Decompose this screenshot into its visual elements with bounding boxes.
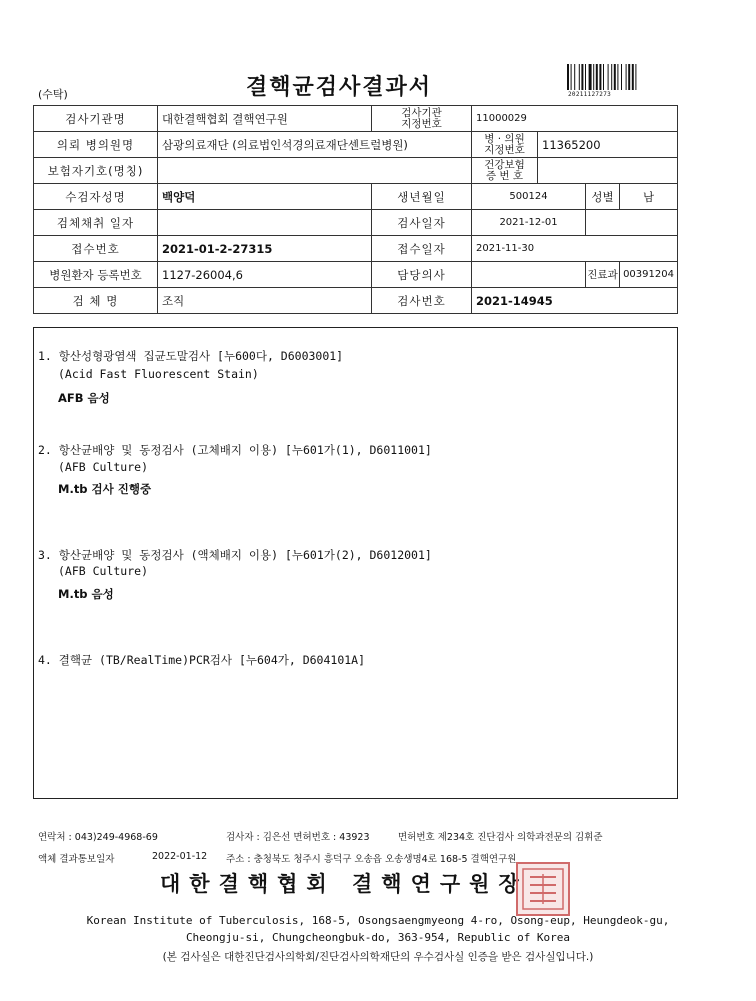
barcode-number: 20211127273 xyxy=(568,91,612,98)
table-row xyxy=(34,288,678,314)
hospital-reg-label: 병원환자 등록번호 xyxy=(34,262,158,288)
barcode-bar xyxy=(603,64,604,90)
barcode-bar xyxy=(596,64,598,90)
barcode-bar xyxy=(585,64,586,90)
result-3-subtitle: (AFB Culture) xyxy=(58,564,149,578)
specimen-value: 조직 xyxy=(158,288,372,314)
receipt-no-label: 접수번호 xyxy=(34,236,158,262)
sex-value: 남 xyxy=(620,184,678,210)
inst-code-label-line2: 지정번호 xyxy=(401,117,442,130)
clinic-code-label xyxy=(472,132,538,158)
doctor-label: 담당의사 xyxy=(372,262,472,288)
test-no-value: 2021-14945 xyxy=(472,288,678,314)
barcode-bar xyxy=(574,64,575,90)
table-row xyxy=(34,132,678,158)
barcode-bar xyxy=(617,64,618,90)
table-row xyxy=(34,184,678,210)
receipt-date-label: 접수일자 xyxy=(372,236,472,262)
table-row xyxy=(34,106,678,132)
hospital-reg-value: 1127-26004,6 xyxy=(158,262,372,288)
table-row xyxy=(34,158,678,184)
result-3-title: 3. 항산균배양 및 동정검사 (액체배지 이용) [누601가(2), D6012001] xyxy=(38,548,432,562)
clinic-code-label-line1: 병 · 의원 xyxy=(484,132,525,145)
institution-value: 대한결핵협회 결핵연구원 xyxy=(158,106,372,132)
test-no-label: 검사번호 xyxy=(372,288,472,314)
insured-label: 보험자기호(명칭) xyxy=(34,158,158,184)
birth-label: 생년월일 xyxy=(372,184,472,210)
barcode-image xyxy=(567,64,673,90)
report-date-label: 액체 결과통보일자 xyxy=(38,854,115,865)
empty-cell xyxy=(586,210,678,236)
barcode-bar xyxy=(614,64,616,90)
report-date-value: 2022-01-12 xyxy=(152,851,208,862)
official-seal xyxy=(516,862,570,916)
receipt-date-value: 2021-11-30 xyxy=(472,236,678,262)
barcode-bar xyxy=(611,64,612,90)
address: 주소 : 충청북도 청주시 흥덕구 오송읍 오송생명4로 168-5 결핵연구원 xyxy=(226,854,517,865)
result-1-subtitle: (Acid Fast Fluorescent Stain) xyxy=(58,367,259,381)
barcode-bar xyxy=(632,64,634,90)
barcode-bar xyxy=(608,64,609,90)
result-1-value: AFB 음성 xyxy=(58,391,110,405)
table-row xyxy=(34,210,678,236)
barcode-bar xyxy=(621,64,622,90)
seal-pattern-icon xyxy=(518,864,568,914)
barcode-bar xyxy=(599,64,601,90)
clinic-code-label-line2: 지정번호 xyxy=(484,143,525,156)
contact-number: 연락처 : 043)249-4968-69 xyxy=(38,832,158,843)
result-4-title: 4. 결핵균 (TB/RealTime)PCR검사 [누604가, D604101A] xyxy=(38,653,366,667)
barcode-bar xyxy=(635,64,636,90)
barcode-bar xyxy=(628,64,630,90)
barcode-bar xyxy=(589,64,592,90)
doctor-value xyxy=(472,262,586,288)
barcode-bar xyxy=(593,64,594,90)
dept-label: 진료과 xyxy=(586,262,620,288)
clinic-code-value: 11365200 xyxy=(538,132,678,158)
test-date-label: 검사일자 xyxy=(372,210,472,236)
results-box xyxy=(33,327,678,799)
inspector-info: 검사자 : 김은선 면허번호 : 43923 xyxy=(226,832,370,843)
handling-type: (수탁) xyxy=(38,88,68,101)
result-3-value: M.tb 음성 xyxy=(58,587,114,601)
birth-value: 500124 xyxy=(472,184,586,210)
health-no-label xyxy=(472,158,538,184)
patient-info-table xyxy=(33,105,678,314)
patient-name-value: 백양덕 xyxy=(158,184,372,210)
institute-name: 대한결핵협회 결핵연구원장 xyxy=(160,871,528,896)
inst-code-value: 11000029 xyxy=(472,106,678,132)
sex-label: 성별 xyxy=(586,184,620,210)
requester-value: 삼광의료재단 (의료법인석경의료재단센트럴병원) xyxy=(158,132,472,158)
barcode-bar xyxy=(579,64,580,90)
table-row xyxy=(34,262,678,288)
patient-name-label: 수검자성명 xyxy=(34,184,158,210)
health-no-label-line1: 건강보험 xyxy=(484,158,525,171)
specialist-info: 면허번호 제234호 진단검사 의학과전문의 김휘준 xyxy=(398,832,603,843)
barcode-bar xyxy=(571,64,572,90)
english-address-line2: Cheongju-si, Chungcheongbuk-do, 363-954, Republic of Korea xyxy=(185,931,571,944)
result-1-title: 1. 항산성형광염색 집균도말검사 [누600다, D6003001] xyxy=(38,349,344,363)
barcode-bar xyxy=(567,64,569,90)
barcode-bar xyxy=(581,64,583,90)
requester-label: 의뢰 병의원명 xyxy=(34,132,158,158)
certification-note: (본 검사실은 대한진단검사의학회/진단검사의학재단의 우수검사실 인증을 받은 검사실입니다.) xyxy=(162,951,594,963)
specimen-label: 검 체 명 xyxy=(34,288,158,314)
dept-value: 00391204 xyxy=(620,262,678,288)
receipt-no-value: 2021-01-2-27315 xyxy=(158,236,372,262)
health-no-value xyxy=(538,158,678,184)
result-2-subtitle: (AFB Culture) xyxy=(58,460,149,474)
insured-value xyxy=(158,158,472,184)
institution-label: 검사기관명 xyxy=(34,106,158,132)
barcode-bar xyxy=(626,64,627,90)
result-2-value: M.tb 검사 진행중 xyxy=(58,482,152,496)
test-date-value: 2021-12-01 xyxy=(472,210,586,236)
inst-code-label xyxy=(372,106,472,132)
english-address-line1: Korean Institute of Tuberculosis, 168-5, Osongsaengmyeong 4-ro, Osong-eup, Heungdeok-gu, xyxy=(86,914,670,927)
collect-date-label: 검체채취 일자 xyxy=(34,210,158,236)
inst-code-label-line1: 검사기관 xyxy=(401,106,442,119)
result-2-title: 2. 항산균배양 및 동정검사 (고체배지 이용) [누601가(1), D6011001] xyxy=(38,443,432,457)
table-row xyxy=(34,236,678,262)
health-no-label-line2: 증 번 호 xyxy=(485,169,524,182)
document-title: 결핵균검사결과서 xyxy=(246,74,433,100)
collect-date-value xyxy=(158,210,372,236)
